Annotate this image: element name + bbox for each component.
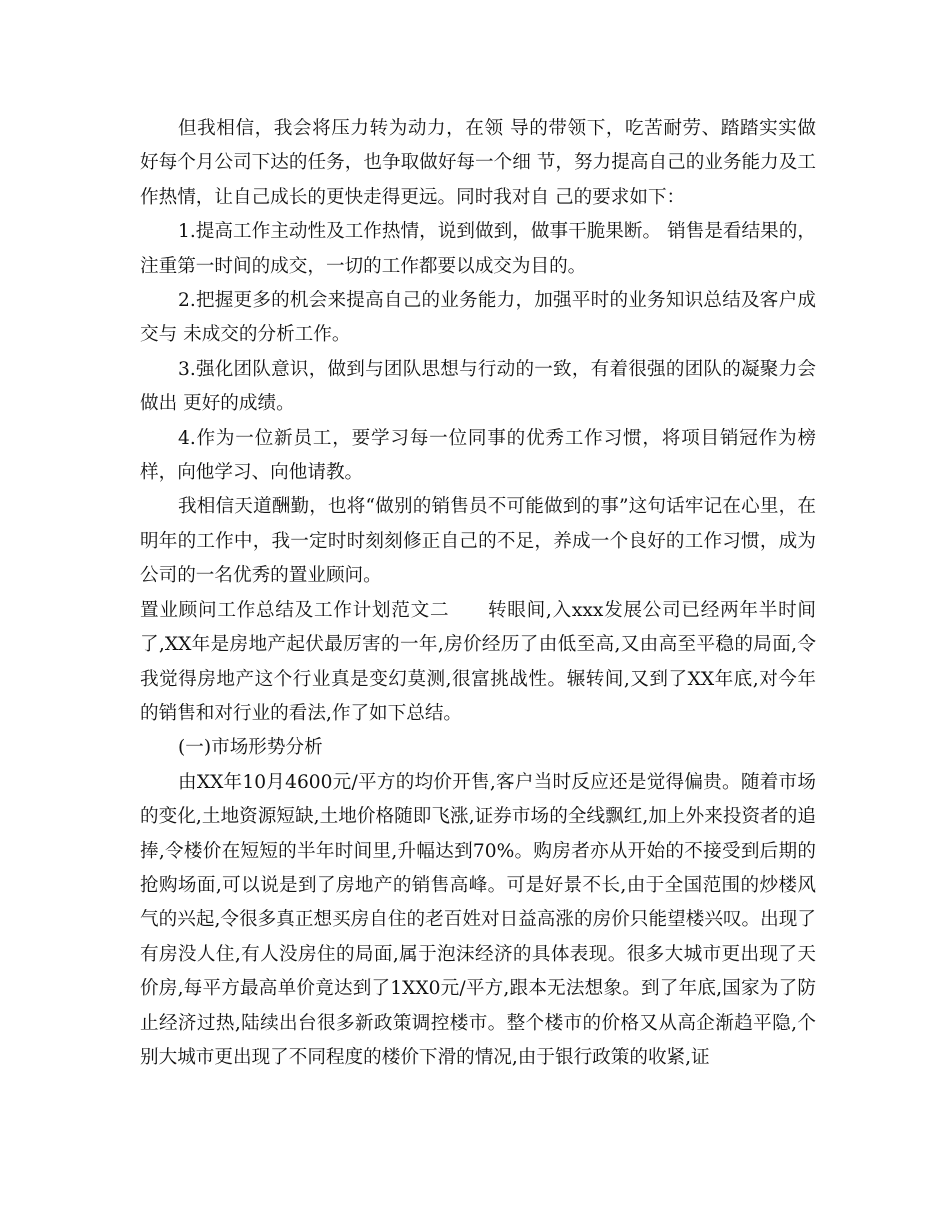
paragraph-item-4: 4.作为一位新员工，要学习每一位同事的优秀工作习惯，将项目销冠作为榜样，向他学习、向他请教。 bbox=[140, 427, 816, 484]
paragraph-conclusion: 我相信天道酬勤，也将“做别的销售员不可能做到的事”这句话牢记在心里，在明年的工作中，我一定时时刻刻修正自己的不足，养成一个良好的工作习惯，成为 公司的一名优秀的置业顾问。 bbox=[140, 496, 816, 587]
paragraph-market-analysis: 由XX年10月4600元/平方的均价开售,客户当时反应还是觉得偏贵。随着市场的变化,土地资源短缺,土地价格随即飞涨,证券市场的全线飘红,加上外来投资者的追捧,令楼价在短短的半年时间里,升幅达到70%。购房者亦从开始的不接受到后期的抢购场面,可以说是到了房地产的销售高峰。可是好景不长,由于全国范围的炒楼风气的兴起,令很多真正想买房自住的老百姓对日益高涨的房价只能望楼兴叹。出现了有房没人住,有人没房住的局面,属于泡沫经济的具体表现。很多大城市更出现了天价房,每平方最高单价竟达到了1XX0元/平方,跟本无法想象。到了年底,国家为了防止经济过热,陆续出台很多新政策调控楼市。整个楼市的价格又从高企渐趋平隐,个别大城市更出现了不同程度的楼价下滑的情况,由于银行政策的收紧,证 bbox=[140, 771, 816, 1068]
paragraph-item-3: 3.强化团队意识，做到与团队思想与行动的一致，有着很强的团队的凝聚力会做出 更好的成绩。 bbox=[140, 358, 816, 415]
document-body bbox=[140, 112, 816, 1075]
paragraph-item-1: 1.提高工作主动性及工作热情，说到做到，做事干脆果断。 销售是看结果的，注重第一时间的成交，一切的工作都要以成交为目的。 bbox=[140, 221, 816, 277]
paragraph-intro: 但我相信，我会将压力转为动力，在领 导的带领下，吃苦耐劳、踏踏实实做好每个月公司下达的任务，也争取做好每一个细 节，努力提高自己的业务能力及工作热情，让自己成长的更快走得更远。同时我对自 己的要求如下： bbox=[140, 118, 816, 208]
section-heading-market-analysis: (一)市场形势分析 bbox=[178, 737, 323, 759]
paragraph-section-two: 置业顾问工作总结及工作计划范文二 转眼间,入xxx发展公司已经两年半时间了,XX年是房地产起伏最厉害的一年,房价经历了由低至高,又由高至平稳的局面,令我觉得房地产这个行业真是变幻莫测,很富挑战性。辗转间,又到了XX年底,对今年的销售和对行业的看法,作了如下总结。 bbox=[140, 599, 816, 724]
paragraph-item-2: 2.把握更多的机会来提高自己的业务能力，加强平时的业务知识总结及客户成交与 未成交的分析工作。 bbox=[140, 290, 816, 346]
